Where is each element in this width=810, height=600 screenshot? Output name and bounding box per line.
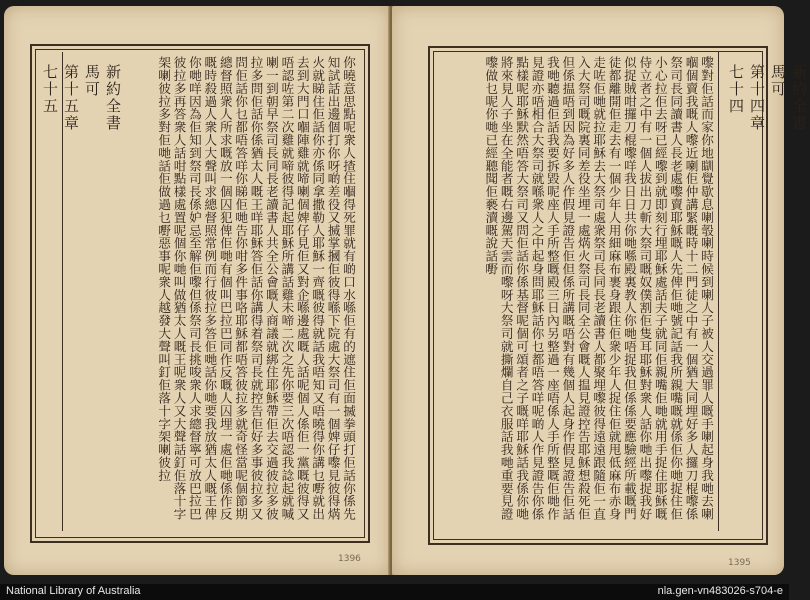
library-identifier: nla.gen-vn483026-s704-e [657, 585, 783, 597]
right-chapter-number: 第十四章 [748, 64, 766, 132]
library-credit: National Library of Australia [6, 585, 141, 597]
right-margin-rule [718, 52, 719, 531]
right-page-number: 七十四 [727, 64, 745, 115]
right-page-body-text [438, 56, 714, 528]
right-body-paragraph: 嚟對佢話而家你地瞓覺歇息喇彀喇時候到喇人子被人交過罪人嘅手喇起身我哋去喇嗰個賣我嘅人嚟近喇佢仲講緊嘅時十二門徒之中有一個猶大同埋好多人攞刀棍嚟係祭司長同讀書人長老處嚟賣耶穌嘅人先俾佢哋號記話我所親嘴嘅就係佢你哋捉住佢小心拉佢去呀已經嚟到就即刻行埋耶穌處話夫子就同佢親嘴佢哋就用手捉住耶穌嘅侍立者之中有一個人拔出刀斬大祭司嘅奴僕割佢隻耳耶穌對衆人話你哋出嚟捉我好似捉賊咁攞刀棍嚟咩我日日共你哋喺殿裏教人你哋唔捉我但係係要應驗經所載嘅門徒都離開佢走去有一個少年人用細麻布裹身跟住佢衆少年人捉住佢就甩低麻布赤身走咗佢哋就拉耶穌去大祭司處衆祭司長同長老讀書人都聚埋嚟彼得遠遠跟隨佢一直入大祭司嘅院裏同差役坐埋一處焫火祭司長同全公會嘅人揾見證控告耶穌想殺死佢但係揾唔到因為好多人作假見證告佢但係所講嘅唔對有幾個人起身作假見證告佢話我哋聽過佢話我要拆毀呢座人手所整嘅殿三日內另整過一座唔係人手所整嘅佢哋作見證亦唔相合大祭司就喺衆人之中起身問耶穌話你乜都唔答咩呢啲人作見證告你係點樣呢耶穌默然唔答大祭司又問佢話你係基督呢個可頌者之子嘅咩耶穌話我係你哋將來見人子坐在全能者嘅右邊駕天雲而嚟呀大祭司就撕爛自己衣服話我哋重要見證嚟做乜呢你哋已經聽聞佢褻瀆嘅說話嘢 [483, 56, 714, 521]
right-page-margin-header [726, 64, 810, 524]
library-footer-bar [0, 584, 789, 600]
right-book-title: 新約全書 [790, 64, 808, 132]
left-book-title: 新約全書 [104, 64, 122, 132]
left-page-number: 七十五 [41, 64, 59, 115]
left-chapter-number: 第十五章 [62, 64, 80, 132]
left-pencil-number: 1396 [338, 554, 361, 564]
right-chapter-name: 馬可 [769, 64, 787, 98]
right-pencil-number: 1395 [728, 558, 751, 568]
left-body-paragraph: 你曉意思點呢衆人揸住嗰得死罪就有啲口水喺佢有的遮住佢面搣拳頭打佢話你係先知試話出邊個打你呀啲差役又搣掌摑佢彼得喺下院處大祭司有一個婢仔嚟見彼得焫火就睇住佢話你亦係同拿撒勒人耶穌一齊嘅彼得就話我唔知又唔曉得你講乜嘢就出去到大門口嗰陣雞就啼喇個婢仔見佢又對企喺邊處嘅人話呢個人係佢一黨嘅彼得又唔認咗第二次雞就啼彼得記起耶穌所講話雞未啼二次之先你要三次唔認我諗起就喊喇一到朝早祭司長同長老讀書人共全公會嘅人商議就綁住耶穌帶佢去交過彼拉多彼拉多問佢話你係猶太人嘅王咩耶穌答佢話你講得着祭司長就控告佢好多事彼拉多又問佢話你乜都唔答咩你睇佢哋告你咁多件事咯耶穌都唔答彼拉多就奇怪當呢個節期總督照衆人所求嘅放一個囚犯俾佢哋有個叫巴拉巴同作反嘅人囚埋一處佢哋係作反嘅時殺過人衆人大聲叫求總督照常例而行彼拉多答佢哋話你哋要我放猶太人嘅王俾你哋咩因為佢知到祭司長係妒忌至解佢嚟但係祭司長挑唆衆人求總督寧可放巴拉巴彼拉多再答衆人話咁點樣處置呢個你哋叫做猶太人嘅王呢衆人又大聲話釘佢落十字架喇彼拉多對佢哋話佢做過乜嘢惡事呢衆人越發大聲叫釘佢落十字架喇彼拉 [156, 56, 356, 521]
right-page [392, 6, 808, 575]
left-chapter-name: 馬可 [83, 64, 101, 98]
left-page [4, 6, 390, 575]
left-page-body-text [66, 56, 356, 528]
